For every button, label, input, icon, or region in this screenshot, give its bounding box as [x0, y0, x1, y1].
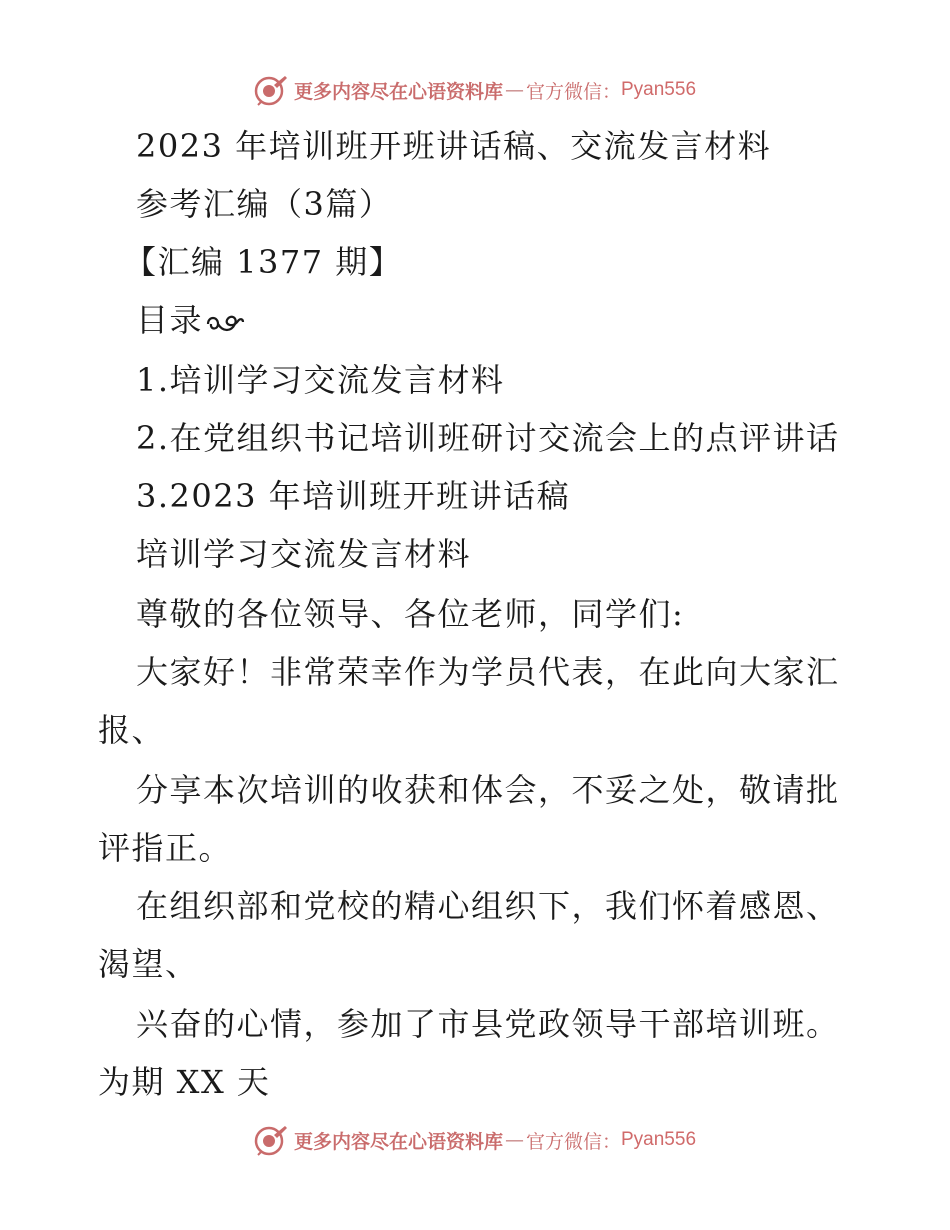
body-paragraph-line: 尊敬的各位领导、各位老师，同学们:: [136, 595, 685, 633]
floral-ornament-icon: [205, 309, 245, 337]
pen-logo-icon: [254, 73, 288, 107]
body-paragraph-line: 评指正。: [98, 829, 233, 867]
watermark-separator: —: [504, 79, 524, 101]
body-paragraph-line: 分享本次培训的收获和体会，不妥之处，敬请批: [136, 771, 840, 809]
toc-item-2: 2.在党组织书记培训班研讨交流会上的点评讲话: [136, 419, 840, 457]
watermark-banner-top: [0, 70, 950, 110]
pen-logo-icon: [254, 1123, 288, 1157]
toc-item-1: 1.培训学习交流发言材料: [136, 361, 505, 399]
body-paragraph-line: 大家好！非常荣幸作为学员代表，在此向大家汇: [136, 653, 840, 691]
body-paragraph-line: 兴奋的心情，参加了市县党政领导干部培训班。: [136, 1005, 840, 1043]
toc-item-3: 3.2023 年培训班开班讲话稿: [136, 477, 571, 515]
watermark-banner-bottom: [0, 1120, 950, 1160]
document-issue: 【汇编 1377 期】: [124, 243, 403, 281]
body-paragraph-line: 渴望、: [98, 945, 199, 983]
watermark-wechat-label: 官方微信：: [525, 1130, 621, 1153]
body-paragraph-line: 报、: [98, 711, 166, 749]
watermark-separator: —: [504, 1129, 524, 1151]
toc-heading-row: [136, 300, 245, 340]
watermark-account: Pyan556: [621, 1129, 697, 1150]
watermark-wechat-label: 官方微信：: [525, 80, 621, 103]
watermark-account: Pyan556: [621, 79, 697, 100]
body-paragraph-line: 在组织部和党校的精心组织下，我们怀着感恩、: [136, 887, 840, 925]
document-title-line2: 参考汇编（3篇）: [136, 185, 393, 223]
watermark-promo-text: 更多内容尽在心语资料库: [293, 80, 503, 103]
section-title: 培训学习交流发言材料: [136, 535, 472, 573]
body-paragraph-line: 为期 XX 天: [98, 1063, 271, 1101]
watermark-promo-text: 更多内容尽在心语资料库: [293, 1130, 503, 1153]
document-title-line1: 2023 年培训班开班讲话稿、交流发言材料: [136, 127, 772, 165]
toc-heading: 目录: [136, 301, 204, 339]
